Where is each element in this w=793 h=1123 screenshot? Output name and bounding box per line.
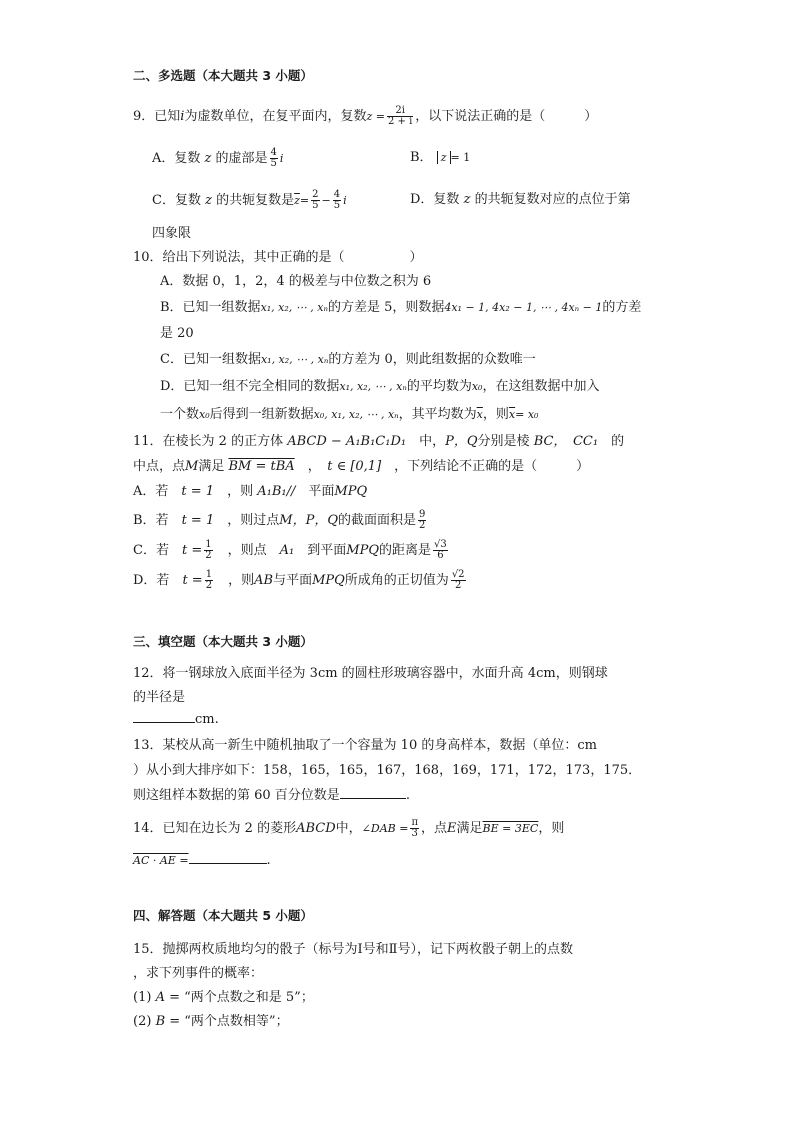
q11-b-text: ，则过点 [227,513,280,528]
q10-d-text: 后得到一组新数据 [209,407,314,422]
q14-angle: ∠DAB = [361,822,409,835]
q12-unit: cm. [195,712,219,727]
q11-d-plane: MPQ [312,573,345,588]
question-15-line-1: 15．抛掷两枚质地均匀的骰子（标号为Ⅰ号和Ⅱ号），记下两枚骰子朝上的点数 [133,942,574,957]
q14-dot-product: AC · AE = [133,854,189,867]
q9-frac-num: 2i [387,106,413,117]
q9-text: 为虚数单位，在复平面内，复数 [184,109,367,124]
q11-b-text: B．若 [133,513,169,528]
frac-den: 3 [411,828,418,839]
q9-option-d-continued: 四象限 [152,226,192,241]
frac-den: 2 [454,580,462,591]
frac-den: 5 [312,200,319,211]
q10-d-text: 的平均数为 [406,379,472,394]
q11-a-t: t = 1 [181,484,215,499]
q15-var: A [155,990,165,1005]
q14-text: ，点 [421,821,448,836]
q9-a-label: A．复数 [152,151,201,166]
q11-a-text: A．若 [133,484,169,499]
section-heading-multiple-choice: 二、多选题（本大题共 3 小题） [133,68,313,83]
q11-d-fraction [451,570,466,591]
q10-option-a: A．数据 0，1，2，4 的极差与中位数之积为 6 [160,274,432,289]
q11-c-plane: MPQ [346,543,379,558]
q11-c-t: t = [181,543,203,558]
q11-b-text: 的截面面积是 [337,513,416,528]
q11-c-fraction [433,540,448,561]
q11-text: 分别是棱 [477,434,530,449]
q10-c-vars: x₁, x₂, ⋯ , xₙ [260,353,329,366]
q11-a-plane: MPQ [334,484,368,499]
frac-num: 1 [205,569,213,580]
question-15-line-2: ，求下列事件的概率： [133,966,264,981]
q11-text: 中， [419,434,446,449]
q11-text: 中点，点 [133,459,186,474]
q14-fraction [410,818,419,839]
q11-vector: BM = tBA [228,459,295,474]
q9-b-label: B． [410,150,433,165]
q15-text: = “两个点数相等”； [169,1014,289,1029]
q9-option-b [410,148,470,168]
q11-d-t: t = [182,573,203,588]
q10-option-b-continued: 是 20 [160,326,194,341]
q9-frac-den: 2 + i [387,116,413,127]
q9-a-text: 的虚部是 [215,151,268,166]
q11-c-text: 的距离是 [379,543,432,558]
q9-c-minus: − [321,194,331,207]
q9-a-z: z [204,151,212,166]
q14-end: . [266,853,271,868]
q11-c-text: C．若 [133,543,169,558]
q11-option-a [133,482,367,502]
frac-num: √2 [451,569,465,580]
frac-den: 5 [333,200,341,211]
q14-abcd: ABCD [296,821,336,836]
q9-option-a [152,148,283,169]
q9-text: 9．已知 [133,109,181,124]
q15-text: = “两个点数之和是 5”； [169,990,314,1005]
q14-text: 满足 [456,821,483,836]
q9-i: i [180,109,185,124]
q11-d-text: D．若 [133,573,170,588]
q15-var: B [155,1014,166,1029]
q10-b-text: 的方差 [602,300,642,315]
question-13-line-2: ）从小到大排序如下：158，165，165，167，168，169，171，172，173，175． [133,763,642,778]
q10-d-text: ，在这组数据中加入 [482,379,600,394]
q10-b-text: 的方差是 5，则数据 [327,300,445,315]
q11-a-text: ，则 [227,484,254,499]
question-12-line-1: 12．将一钢球放入底面半径为 3cm 的圆柱形玻璃容器中，水面升高 4cm，则钢球 [133,666,608,681]
q14-vector: BE = 3EC [482,822,539,835]
q10-d-eq: = x₀ [515,408,539,421]
q11-m: M [185,459,199,474]
q11-c-text: 到平面 [307,543,347,558]
question-11-stem-continued [133,457,589,477]
q9-d-text: 的共轭复数对应的点位于第 [474,192,631,207]
q11-text: ， [307,459,315,474]
q13-end: . [405,788,410,803]
q10-d-vars: x₀, x₁, x₂, ⋯ , xₙ [313,408,399,421]
q11-b-points: M，P，Q [279,513,338,528]
frac-num: 2 [312,189,319,200]
q10-d-xbar: $\overline{x}$ [476,408,483,421]
frac-den: 6 [437,550,444,561]
q15-part-num: (1) [133,990,152,1005]
q14-e: E [447,821,457,836]
q11-d-t-fraction [205,570,213,591]
q9-a-fraction [270,148,278,169]
q11-option-d [133,570,468,591]
question-12-line-2: 的半径是 [133,690,186,705]
q10-d-text: ，其平均数为 [398,407,477,422]
q11-cc: CC₁ [572,434,599,449]
frac-num: 4 [333,189,341,200]
answer-blank[interactable] [189,851,267,864]
q9-c-z: z [205,193,212,208]
q14-text: 14．已知在边长为 2 的菱形 [133,821,297,836]
question-9-stem [133,106,597,127]
question-12-line-3 [133,710,219,730]
frac-den: 2 [419,520,426,531]
question-11-stem [133,432,624,452]
q11-text: ，下列结论不正确的是（ ） [394,459,590,474]
q9-z: z = [366,110,385,123]
q11-c-text: ，则点 [227,543,267,558]
question-10-stem: 10．给出下列说法，其中正确的是（ ） [133,250,423,265]
q9-c-text: 的共轭复数是 [216,193,295,208]
q11-c-point: A₁ [279,543,295,558]
q9-c-eq: = [299,194,310,207]
q11-option-c [133,540,450,561]
q10-d-vars: x₁, x₂, ⋯ , xₙ [339,380,407,393]
q14-text: ，则 [538,821,565,836]
q9-c-frac1 [311,190,319,211]
question-13-line-1: 13．某校从高一新生中随机抽取了一个容量为 10 的身高样本，数据（单位：cm [133,738,597,753]
question-13-line-3 [133,786,410,806]
q10-d-text: ，则 [482,407,509,422]
q14-text: 中， [335,821,362,836]
frac-num: 1 [205,539,212,550]
q9-c-label: C．复数 [152,193,201,208]
answer-blank[interactable] [340,786,406,799]
frac-num: √3 [434,539,447,550]
q11-a-line: A₁B₁// [257,484,296,499]
q9-option-d [410,190,631,210]
q10-option-b [160,298,641,318]
q10-option-c [160,350,536,370]
q11-text: 满足 [198,459,225,474]
question-15-part-2 [133,1012,289,1032]
frac-den: 2 [205,580,213,591]
q9-fraction [387,106,413,127]
q11-text: 11．在棱长为 2 的正方体 [133,434,284,449]
q9-text: ，以下说法正确的是（ ） [415,109,598,124]
frac-num: π [411,817,419,828]
section-heading-solutions: 四、解答题（本大题共 5 小题） [133,908,313,923]
q11-cube: ABCD − A₁B₁C₁D₁ [287,434,407,449]
q10-b-text: B．已知一组数据 [160,300,261,315]
q11-d-text: ，则 [228,573,255,588]
q11-bc: BC， [533,434,560,449]
q11-b-t: t = 1 [181,513,215,528]
question-14-line-1 [133,818,564,839]
answer-blank[interactable] [133,710,195,723]
q11-text: 的 [611,434,625,449]
q10-c-text: C．已知一组数据 [160,352,261,367]
question-14-line-2 [133,851,271,871]
q10-d-xbar: $\overline{x}$ [508,408,516,421]
frac-num: 9 [419,509,426,520]
q9-c-i: i [343,194,347,207]
q11-t-range: t ∈ [0,1] [327,459,382,474]
question-15-part-1 [133,988,314,1008]
q10-b-vars: x₁, x₂, ⋯ , xₙ [260,301,328,314]
q15-part-num: (2) [133,1014,152,1029]
q9-b-rest: = 1 [450,151,471,164]
q11-pq: P，Q [445,434,478,449]
q9-b-abs: z [437,151,451,164]
q9-d-z: z [463,192,471,207]
q10-d-x0: x₀ [471,380,483,393]
q11-d-ab: AB [254,573,274,588]
q10-d-text: D．已知一组不完全相同的数据 [160,379,340,394]
q11-option-b [133,510,428,531]
q10-option-d-continued [160,405,538,425]
q9-option-c [152,190,347,211]
q11-d-text: 所成角的正切值为 [344,573,449,588]
q11-c-t-fraction [204,540,212,561]
q9-a-i: i [279,152,284,165]
q11-b-fraction [418,510,426,531]
q10-d-text: 一个数 [160,407,200,422]
q11-d-text: 与平面 [273,573,313,588]
section-heading-fill-in: 三、填空题（本大题共 3 小题） [133,634,313,649]
q10-option-d [160,377,599,397]
q10-c-text: 的方差为 0，则此组数据的众数唯一 [328,352,536,367]
q11-a-text: 平面 [308,484,335,499]
q10-d-x0: x₀ [199,408,210,421]
q9-c-zbar: $\overline{z}$ [294,194,300,207]
q13-text: 则这组样本数据的第 60 百分位数是 [133,788,340,803]
q10-b-expr: 4x₁ − 1, 4x₂ − 1, ⋯ , 4xₙ − 1 [444,301,603,314]
q9-d-label: D．复数 [410,192,460,207]
frac-num: 4 [270,147,277,158]
frac-den: 5 [270,158,277,169]
frac-den: 2 [205,550,212,561]
q9-c-frac2 [333,190,341,211]
